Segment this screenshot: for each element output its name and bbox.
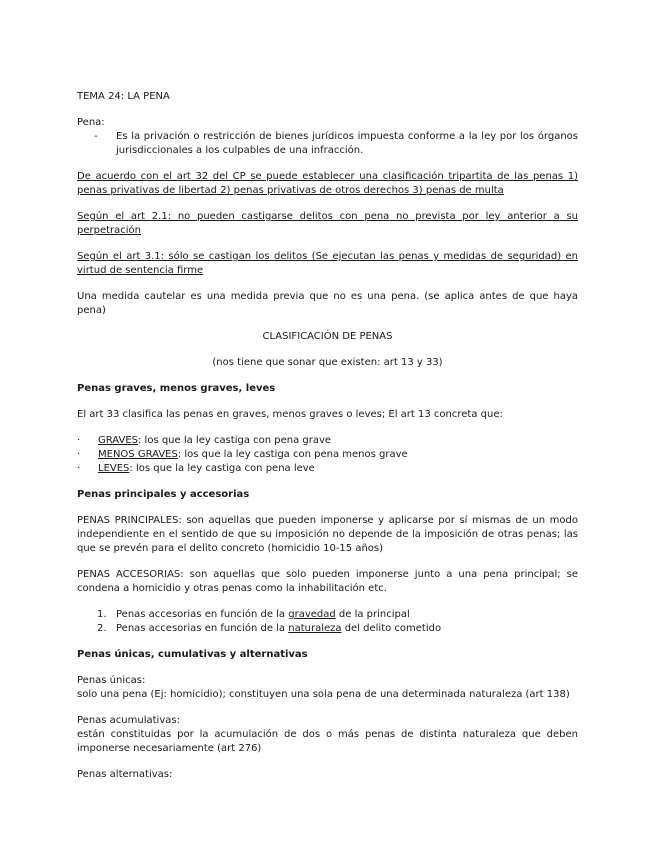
dash-marker: - (94, 131, 98, 142)
acumulativas-paragraph: están constituidas por la acumulación de dos o más penas de distinta naturaleza que deben imponerse necesariamente (art 276) (77, 729, 578, 754)
term-leves: LEVES (98, 463, 130, 474)
unicas-label: Penas únicas: (77, 675, 146, 686)
list-item (77, 448, 578, 462)
document-page (77, 90, 578, 782)
list-number: 1. (97, 609, 107, 620)
list-number: 2. (97, 623, 107, 634)
list-item (77, 462, 578, 476)
clasificacion-note: (nos tiene que sonar que existen: art 13 y 33) (212, 357, 443, 368)
pena-label: Pena: (77, 117, 105, 128)
term-naturaleza: naturaleza (288, 623, 342, 634)
term-menos-graves: MENOS GRAVES (98, 449, 178, 460)
unicas-heading: Penas únicas, cumulativas y alternativas (77, 649, 308, 660)
bullet-marker: · (77, 463, 81, 474)
art32-paragraph: De acuerdo con el art 32 del CP se puede establecer una clasificación tripartita de las penas 1) penas privativas de libertad 2) penas privativas de otros derechos 3) penas de multa (77, 171, 578, 196)
list-text: Penas accesorias en función de la (116, 623, 289, 634)
graves-heading: Penas graves, menos graves, leves (77, 383, 276, 394)
acumulativas-label: Penas acumulativas: (77, 715, 180, 726)
unicas-paragraph: solo una pena (Ej: homicidio); constituyen una sola pena de una determinada naturaleza (art 138) (77, 689, 570, 700)
bullet-marker: · (77, 435, 81, 446)
graves-intro: El art 33 clasifica las penas en graves, menos graves o leves; El art 13 concreta que: (77, 409, 503, 420)
list-text: de la principal (335, 609, 410, 620)
principales-heading: Penas principales y accesorias (77, 489, 250, 500)
art31-paragraph: Según el art 3.1: sólo se castigan los delitos (Se ejecutan las penas y medidas de seguridad) en virtud de sentencia firme (77, 251, 578, 276)
pena-definition-item (77, 130, 578, 158)
term-leves-desc: : los que la ley castiga con pena leve (129, 463, 315, 474)
bullet-marker: · (77, 449, 81, 460)
term-graves-desc: : los que la ley castiga con pena grave (138, 435, 332, 446)
list-item (77, 608, 578, 622)
list-text: Penas accesorias en función de la (116, 609, 289, 620)
term-graves: GRAVES (98, 435, 138, 446)
cautelar-paragraph: Una medida cautelar es una medida previa que no es una pena. (se aplica antes de que haya pena) (77, 291, 578, 316)
term-gravedad: gravedad (288, 609, 336, 620)
list-item (77, 434, 578, 448)
clasificacion-heading: CLASIFICACIÓN DE PENAS (262, 331, 393, 342)
document-title: TEMA 24: LA PENA (77, 91, 170, 102)
art21-paragraph: Según el art 2.1: no pueden castigarse delitos con pena no prevista por ley anterior a su perpetración (77, 211, 578, 236)
pena-definition: Es la privación o restricción de bienes jurídicos impuesta conforme a la ley por los órganos jurisdiccionales a los culpables de una infracción. (116, 131, 578, 156)
list-text: del delito cometido (341, 623, 442, 634)
term-menos-graves-desc: : los que la ley castiga con pena menos grave (177, 449, 408, 460)
alternativas-label: Penas alternativas: (77, 769, 173, 780)
list-item (77, 622, 578, 636)
principales-paragraph: PENAS PRINCIPALES: son aquellas que pueden imponerse y aplicarse por sí mismas de un modo independiente en el sentido de que su imposición no depende de la imposición de otras penas; las que se prevén para el delito concreto (homicidio 10-15 años) (77, 515, 578, 554)
accesorias-paragraph: PENAS ACCESORIAS: son aquellas que solo pueden imponerse junto a una pena principal; se condena a homicidio y otras penas como la inhabilitación etc. (77, 569, 578, 594)
